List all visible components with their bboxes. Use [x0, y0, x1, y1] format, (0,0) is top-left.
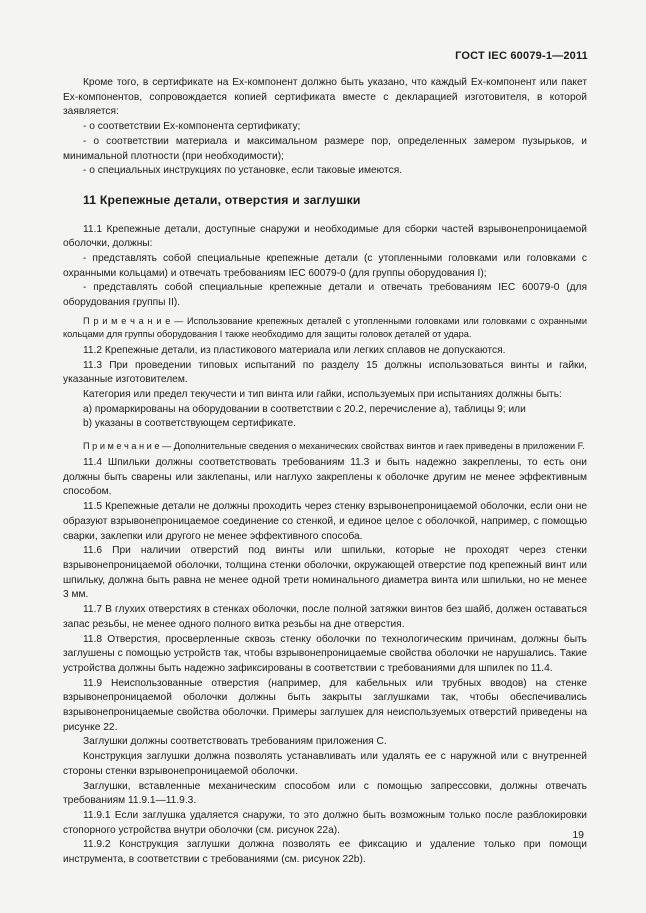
- clause-11-1-item: - представлять собой специальные крепежные детали и отвечать требованиям IEC 60079-0 (для оборудования группы II).: [63, 282, 587, 309]
- clause-11-8: 11.8 Отверстия, просверленные сквозь стенку оболочки по технологическим причинам, должны быть заглушены с помощью устройств так, чтобы взрывонепроницаемые свойства оболочки не нарушались. Такие устройства должны быть надежно зафиксированы в соответствии с требованиями для шпилек по 11.4.: [63, 633, 587, 674]
- clause-11-3-paragraph: Категория или предел текучести и тип винта или гайки, используемых при испытаниях должны быть:: [83, 388, 562, 400]
- standard-header: ГОСТ IEC 60079-1—2011: [455, 50, 588, 62]
- section-heading: 11 Крепежные детали, отверстия и заглушки: [83, 192, 361, 207]
- clause-11-3-item: а) промаркированы на оборудовании в соответствии с 20.2, перечисление а), таблицы 9; или: [83, 403, 526, 415]
- clause-11-4: 11.4 Шпильки должны соответствовать требованиям 11.3 и быть надежно закреплены, то есть они должны быть сварены или заклепаны, или наглухо закреплены к оболочке другим не менее эффективным способом.: [63, 457, 587, 498]
- clause-11-7: 11.7 В глухих отверстиях в стенках оболочки, после полной затяжки винтов без шайб, должен оставаться запас резьбы, не менее одного полного витка резьбы на дне отверстия.: [63, 604, 587, 630]
- page-body: [63, 76, 587, 868]
- clause-11-9-1: 11.9.1 Если заглушка удаляется снаружи, то это должно быть возможным только после разблокировки стопорного устройства внутри оболочки (см. рисунок 22а).: [63, 809, 587, 836]
- clause-11-5: 11.5 Крепежные детали не должны проходить через стенку взрывонепроницаемой оболочки, если они не образуют взрывонепроницаемое соединение со стенкой, и единое целое с оболочкой, например, с помощью сварки, заклепки или другого не менее эффективного способа.: [63, 501, 587, 542]
- clause-11-9-paragraph: Заглушки, вставленные механическим способом или с помощью запрессовки, должны отвечать требованиям 11.9.1—11.9.3.: [63, 780, 587, 807]
- clause-11-3-item: b) указаны в соответствующем сертификате.: [83, 418, 296, 430]
- clause-11-9-paragraph: Заглушки должны соответствовать требованиям приложения С.: [83, 736, 387, 748]
- clause-11-1: 11.1 Крепежные детали, доступные снаружи и необходимые для сборки частей взрывонепроницаемой оболочки, должны:: [63, 223, 587, 250]
- clause-11-9: 11.9 Неиспользованные отверстия (например, для кабельных или трубных вводов) на стенке взрывонепроницаемой оболочки должны быть закрыты заглушками так, чтобы обеспечивались взрывонепроницаемые свойства оболочки. Примеры заглушек для неиспользуемых отверстий приведены на рисунке 22.: [63, 677, 587, 733]
- clause-11-3-note: П р и м е ч а н и е — Дополнительные сведения о механических свойствах винтов и гаек приведены в приложении F.: [83, 441, 585, 452]
- intro-list-item: - о соответствии материала и максимальном размере пор, определенных замером пузырьков, и минимальной плотности (при необходимости);: [63, 135, 587, 162]
- page-number: 19: [572, 829, 584, 841]
- intro-list-item: - о специальных инструкциях по установке, если таковые имеются.: [83, 165, 403, 177]
- clause-11-9-2: 11.9.2 Конструкция заглушки должна позволять ее фиксацию и удаление только при помощи инструмента, в соответствии с требованиями (см. рисунок 22b).: [63, 839, 587, 866]
- clause-11-1-item: - представлять собой специальные крепежные детали (с утопленными головками или головками с охранными кольцами) и отвечать требованиям IEC 60079-0 (для группы оборудования I);: [63, 253, 587, 279]
- intro-paragraph: Кроме того, в сертификате на Ex-компонент должно быть указано, что каждый Ex-компонент или пакет Ex-компонентов, сопровождается копией сертификата вместе с декларацией изготовителя, в которой заявляется:: [63, 77, 587, 118]
- clause-11-1-note: П р и м е ч а н и е — Использование крепежных деталей с утопленными головками или головками с охранными кольцами для группы оборудования I также необходимо для защиты головок деталей от удара.: [63, 315, 587, 339]
- clause-11-3: 11.3 При проведении типовых испытаний по разделу 15 должны использоваться винты и гайки, указанные изготовителем.: [63, 359, 587, 386]
- clause-11-2: 11.2 Крепежные детали, из пластикового материала или легких сплавов не допускаются.: [83, 344, 506, 356]
- intro-list-item: - о соответствии Ex-компонента сертификату;: [83, 121, 301, 133]
- clause-11-9-paragraph: Конструкция заглушки должна позволять устанавливать или удалять ее с наружной или с внутренней стороны стенки взрывонепроницаемой оболочки.: [63, 751, 587, 777]
- clause-11-6: 11.6 При наличии отверстий под винты или шпильки, которые не проходят через стенки взрывонепроницаемой оболочки, толщина стенки оболочки, окружающей отверстие под крепежный винт или шпильку, должна быть равна не менее одной трети номинального диаметра винта или шпильки, но не менее 3 мм.: [63, 545, 587, 601]
